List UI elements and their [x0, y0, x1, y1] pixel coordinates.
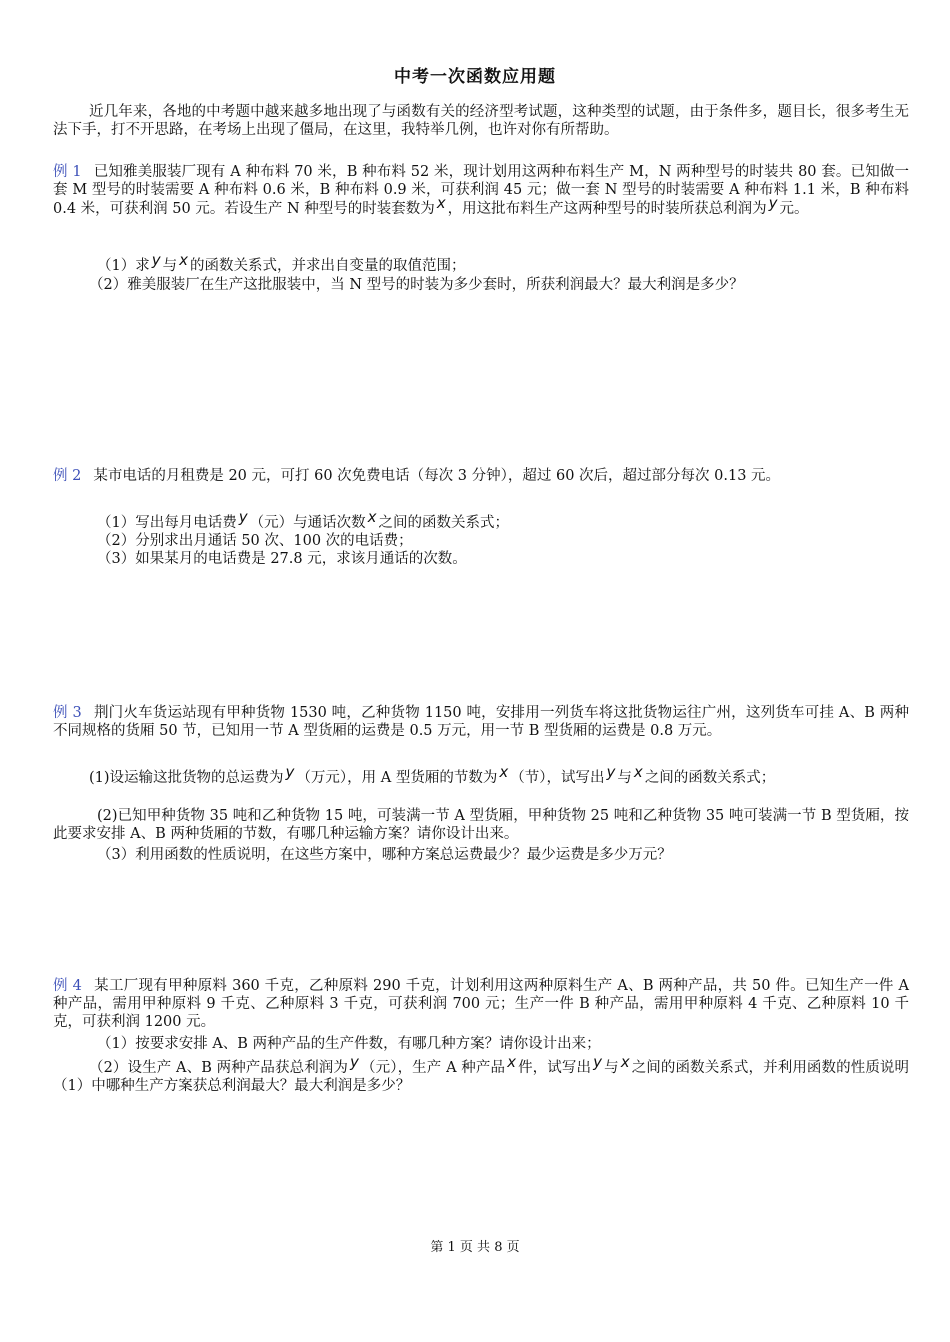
example-3-question-2: (2)已知甲种货物 35 吨和乙种货物 15 吨，可装满一节 A 型货厢，甲种货物 25 吨和乙种货物 35 吨可装满一节 B 型货厢，按此要求安排 A、B 两种货厢的节数，有哪几种运输方案？请你设计出来。 [53, 808, 909, 842]
var-y: y [593, 1053, 602, 1071]
q-text: 之间的函数关系式，并利用函数的性质说明（1）中哪种生产方案获总利润最大？最大利润是多少？ [53, 1060, 910, 1094]
example-2-statement [53, 467, 909, 485]
example-2-label: 例 2 [53, 468, 82, 484]
example-2-question-3: （3）如果某月的电话费是 27.8 元，求该月通话的次数。 [97, 551, 467, 567]
q-text: （万元），用 A 型货厢的节数为 [296, 770, 498, 786]
page-title: 中考一次函数应用题 [394, 67, 556, 87]
q-text: 与 [617, 770, 632, 786]
example-1-statement [53, 163, 909, 218]
var-y: y [285, 763, 295, 781]
q-text: （元），生产 A 种产品 [360, 1060, 506, 1076]
q-text: 件，试写出 [517, 1060, 592, 1076]
example-3-question-1 [53, 763, 909, 787]
q-text: （元）与通话次数 [249, 515, 366, 531]
var-y: y [350, 1053, 359, 1071]
var-x: x [633, 763, 643, 781]
q-text: （1）求 [97, 258, 150, 274]
example-1-question-1 [53, 251, 909, 275]
var-x: x [499, 763, 509, 781]
example-4-statement [53, 977, 909, 1031]
q-text: （2）设生产 A、B 两种产品获总利润为 [89, 1060, 349, 1076]
example-4-label: 例 4 [53, 978, 82, 994]
example-3-question-3: （3）利用函数的性质说明，在这些方案中，哪种方案总运费最少？最少运费是多少万元？ [97, 847, 672, 863]
q-text: （节），试写出 [510, 770, 605, 786]
q-text: (1)设运输这批货物的总运费为 [89, 770, 284, 786]
var-x: x [436, 194, 446, 212]
q-text: 之间的函数关系式； [644, 770, 776, 786]
example-1-text-b: ，用这批布料生产这两种型号的时装所获总利润为 [447, 201, 767, 217]
example-2-question-1 [53, 508, 909, 532]
example-4-question-1: （1）按要求安排 A、B 两种产品的生产件数，有哪几种方案？请你设计出来； [97, 1036, 601, 1052]
example-2-text: 某市电话的月租费是 20 元，可打 60 次免费电话（每次 3 分钟），超过 60 次后，超过部分每次 0.13 元。 [93, 468, 781, 484]
q-text: 与 [603, 1060, 619, 1076]
example-1-label: 例 1 [53, 164, 82, 180]
var-x: x [507, 1053, 516, 1071]
example-4-question-2 [53, 1053, 910, 1095]
example-2-question-2: （2）分别求出月通话 50 次、100 次的电话费； [97, 533, 413, 549]
q-text: 与 [162, 258, 178, 274]
var-x: x [620, 1053, 630, 1071]
var-y: y [768, 194, 778, 212]
page-footer: 第 1 页 共 8 页 [430, 1240, 520, 1255]
example-1-text-c: 元。 [779, 201, 809, 217]
var-x: x [179, 251, 189, 269]
q-text: （1）写出每月电话费 [97, 515, 237, 531]
var-y: y [238, 508, 248, 526]
example-4-text: 某工厂现有甲种原料 360 千克，乙种原料 290 千克，计划利用这两种原料生产 A、B 两种产品，共 50 件。已知生产一件 A 种产品，需用甲种原料 9 千克、乙种原料 3 千克，可获利润 700 元；生产一件 B 种产品，需用甲种原料 4 千克、乙种原料 10 千克，可获利润 1200 元。 [53, 978, 909, 1030]
q-text: 的函数关系式，并求出自变量的取值范围； [190, 258, 466, 274]
var-y: y [606, 763, 616, 781]
q-text: 之间的函数关系式； [378, 515, 510, 531]
example-1-text-a: 已知雅美服装厂现有 A 种布料 70 米，B 种布料 52 米，现计划用这两种布料生产 M，N 两种型号的时装共 80 套。已知做一套 M 型号的时装需要 A 种布料 0.6 米，B 种布料 0.9 米，可获利润 45 元；做一套 N 型号的时装需要 A 种布料 1.1 米，B 种布料 0.4 米，可获利润 50 元。若设生产 N 种型号的时装套数为 [53, 164, 909, 217]
example-3-statement [53, 704, 909, 740]
example-1-question-2: （2）雅美服装厂在生产这批服装中，当 N 型号的时装为多少套时，所获利润最大？最大利润是多少？ [89, 277, 744, 293]
var-y: y [151, 251, 161, 269]
var-x: x [367, 508, 377, 526]
example-3-label: 例 3 [53, 705, 82, 721]
intro-paragraph: 近几年来，各地的中考题中越来越多地出现了与函数有关的经济型考试题，这种类型的试题，由于条件多，题目长，很多考生无法下手，打不开思路，在考场上出现了僵局，在这里，我特举几例，也许对你有所帮助。 [53, 104, 909, 138]
example-3-text: 荆门火车货运站现有甲种货物 1530 吨，乙种货物 1150 吨，安排用一列货车将这批货物运往广州，这列货车可挂 A、B 两种不同规格的货厢 50 节，已知用一节 A 型货厢的运费是 0.5 万元，用一节 B 型货厢的运费是 0.8 万元。 [53, 705, 909, 739]
